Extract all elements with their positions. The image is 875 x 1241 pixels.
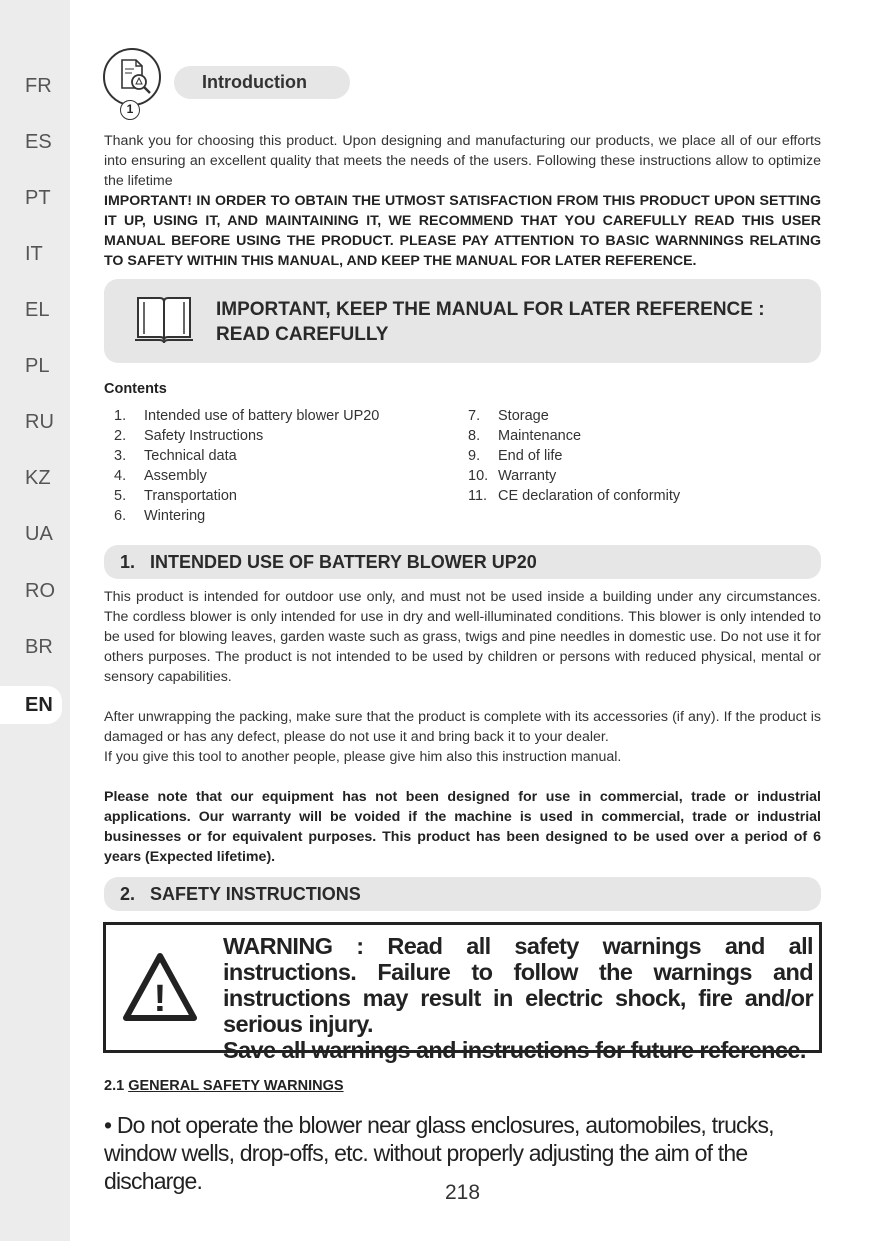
lang-tab-fr[interactable]: FR	[25, 75, 52, 97]
lang-tab-pt[interactable]: PT	[25, 187, 51, 209]
toc-item[interactable]: 2. Safety Instructions	[114, 428, 264, 444]
section-1-heading: 1. INTENDED USE OF BATTERY BLOWER UP20	[104, 545, 821, 579]
warning-triangle-icon	[122, 951, 198, 1023]
lang-tab-it[interactable]: IT	[25, 243, 43, 265]
toc-item[interactable]: 11. CE declaration of conformity	[468, 488, 681, 504]
toc-item[interactable]: 9. End of life	[468, 448, 563, 464]
lang-tab-ro[interactable]: RO	[25, 580, 55, 602]
toc-item[interactable]: 7. Storage	[468, 408, 549, 424]
warning-exclamation: !	[153, 978, 167, 1020]
contents-title: Contents	[104, 381, 167, 397]
intro-paragraph: Thank you for choosing this product. Upon designing and manufacturing our products, we place all of our efforts into ensuring an excellent quality that meets the needs of the users. Following these instructions allow to optimize the lifetime	[104, 133, 821, 189]
warning-text-save: Save all warnings and instructions for future reference.	[223, 1037, 806, 1063]
safety-bullet: • Do not operate the blower near glass enclosures, automobiles, trucks, window wells, drop-offs, etc. without properly adjusting the aim of the discharge.	[104, 1112, 774, 1194]
lang-tab-br[interactable]: BR	[25, 636, 53, 658]
manual-search-icon	[102, 47, 162, 107]
read-manual-notice	[104, 279, 821, 363]
toc-item[interactable]: 4. Assembly	[114, 468, 207, 484]
language-sidebar	[0, 0, 70, 1241]
open-book-icon	[134, 294, 194, 346]
step-number-badge: 1	[120, 100, 140, 120]
toc-item[interactable]: 3. Technical data	[114, 448, 237, 464]
lang-tab-kz[interactable]: KZ	[25, 467, 51, 489]
toc-item[interactable]: 1. Intended use of battery blower UP20	[114, 408, 380, 424]
lang-tab-en-active[interactable]: EN	[0, 686, 62, 724]
section-2-heading: 2. SAFETY INSTRUCTIONS	[104, 877, 821, 911]
contents-list-right	[468, 406, 680, 506]
toc-item[interactable]: 8. Maintenance	[468, 428, 582, 444]
toc-item[interactable]: 5. Transportation	[114, 488, 237, 504]
warning-text-main: WARNING : Read all safety warnings and all instructions. Failure to follow the warnings and instructions may result in electric shock, fire and/or serious injury.	[223, 933, 813, 1037]
page-title: Introduction	[174, 66, 350, 99]
toc-item[interactable]: 6. Wintering	[114, 508, 206, 524]
toc-item[interactable]: 10. Warranty	[468, 468, 557, 484]
lang-tab-ua[interactable]: UA	[25, 523, 53, 545]
lang-tab-pl[interactable]: PL	[25, 355, 50, 377]
safety-warning-box	[103, 922, 822, 1063]
page-number: 218	[444, 1181, 481, 1204]
subsection-heading: 2.1 GENERAL SAFETY WARNINGS	[104, 1078, 344, 1094]
lang-tab-ru[interactable]: RU	[25, 411, 54, 433]
intro-important-paragraph: IMPORTANT! IN ORDER TO OBTAIN THE UTMOST SATISFACTION FROM THIS PRODUCT UPON SETTING IT UP, USING IT, AND MAINTAINING IT, WE RECOMMEND THAT YOU CAREFULLY READ THIS USER MANUAL BEFORE USING THE PRODUCT. PLEASE PAY ATTENTION TO BASIC WARNNINGS RELATING TO SAFETY WITHIN THIS MANUAL, AND KEEP THE MANUAL FOR LATER REFERENCE.	[104, 193, 821, 269]
notice-text: IMPORTANT, KEEP THE MANUAL FOR LATER REFERENCE : READ CAREFULLY	[216, 299, 765, 345]
warning-text	[223, 933, 813, 1063]
lang-tab-es[interactable]: ES	[25, 131, 52, 153]
section-1-paragraph-1: This product is intended for outdoor use only, and must not be used inside a building under any circumstances. The cordless blower is only intended for use in dry and well-illuminated conditions. This blower is only intended to be used for blowing leaves, garden waste such as grass, twigs and pine needles in domestic use. Do not use it for others purposes. The product is not intended to be used by children or persons with reduced physical, mental or sensory capabilities.	[104, 589, 821, 685]
contents-list-left	[114, 406, 379, 526]
lang-tab-el[interactable]: EL	[25, 299, 50, 321]
section-1-paragraph-3: If you give this tool to another people, please give him also this instruction manual.	[104, 749, 622, 765]
section-1-paragraph-2: After unwrapping the packing, make sure that the product is complete with its accessories (if any). If the product is damaged or has any defect, please do not use it and bring back it to your dealer.	[104, 709, 821, 745]
section-1-commercial-note: Please note that our equipment has not been designed for use in commercial, trade or industrial applications. Our warranty will be voided if the machine is used in commercial, trade or industrial businesses or for equivalent purposes. This product has been designed to be used over a period of 6 years (Expected lifetime).	[104, 789, 821, 865]
